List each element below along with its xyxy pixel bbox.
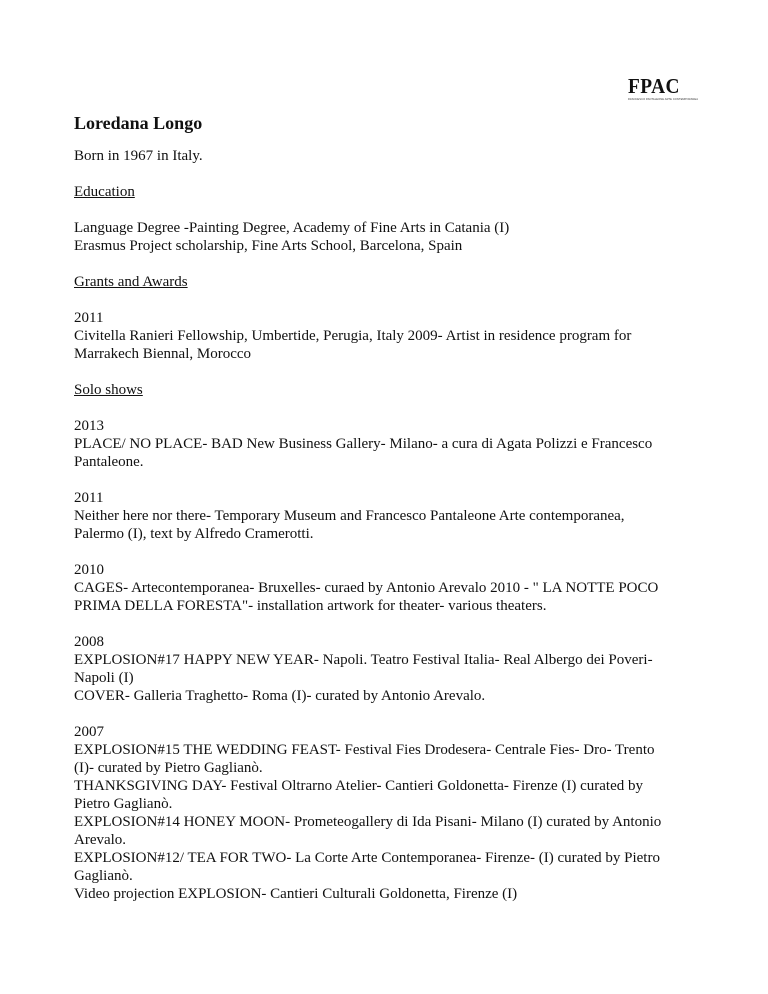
artist-name: Loredana Longo <box>74 113 203 133</box>
entry-line: Pantaleone. <box>74 454 144 470</box>
logo-mark: FPAC <box>628 74 680 98</box>
entry-line: PLACE/ NO PLACE- BAD New Business Gallery- Milano- a cura di Agata Polizzi e Francesco <box>74 436 653 452</box>
entry-line: Civitella Ranieri Fellowship, Umbertide, Perugia, Italy 2009- Artist in residence program for <box>74 328 632 344</box>
entry-line: CAGES- Artecontemporanea- Bruxelles- curaed by Antonio Arevalo 2010 - " LA NOTTE POCO <box>74 580 659 596</box>
education-item: Language Degree -Painting Degree, Academy of Fine Arts in Catania (I) <box>74 220 510 236</box>
entry-line: Arevalo. <box>74 832 127 848</box>
education-heading: Education <box>74 184 135 200</box>
entry-line: COVER- Galleria Traghetto- Roma (I)- curated by Antonio Arevalo. <box>74 688 486 704</box>
entry-line: Napoli (I) <box>74 670 134 686</box>
entry-line: THANKSGIVING DAY- Festival Oltrarno Atelier- Cantieri Goldonetta- Firenze (I) curated by <box>74 778 643 794</box>
entry-year: 2010 <box>74 562 104 578</box>
logo-tagline: FRANCESCO PANTALEONE ARTE CONTEMPORANEA <box>628 98 699 101</box>
entry-line: PRIMA DELLA FORESTA"- installation artwork for theater- various theaters. <box>74 598 547 614</box>
education-list <box>74 219 694 255</box>
entry-line: EXPLOSION#12/ TEA FOR TWO- La Corte Arte Contemporanea- Firenze- (I) curated by Pietro <box>74 850 660 866</box>
solo-show-entry <box>74 417 694 471</box>
education-item: Erasmus Project scholarship, Fine Arts School, Barcelona, Spain <box>74 238 463 254</box>
grants-heading: Grants and Awards <box>74 274 188 290</box>
entry-year: 2007 <box>74 724 104 740</box>
cv-document <box>74 112 694 921</box>
solo-shows-heading: Solo shows <box>74 382 143 398</box>
entry-year: 2013 <box>74 418 104 434</box>
entry-line: Palermo (I), text by Alfredo Cramerotti. <box>74 526 314 542</box>
solo-show-entry <box>74 633 694 705</box>
entry-line: EXPLOSION#14 HONEY MOON- Prometeogallery di Ida Pisani- Milano (I) curated by Antonio <box>74 814 662 830</box>
entry-line: EXPLOSION#17 HAPPY NEW YEAR- Napoli. Teatro Festival Italia- Real Albergo dei Poveri- <box>74 652 653 668</box>
entry-line: Gaglianò. <box>74 868 133 884</box>
entry-line: (I)- curated by Pietro Gaglianò. <box>74 760 263 776</box>
solo-show-entry <box>74 561 694 615</box>
birth-info: Born in 1967 in Italy. <box>74 148 203 164</box>
entry-line: EXPLOSION#15 THE WEDDING FEAST- Festival Fies Drodesera- Centrale Fies- Dro- Trento <box>74 742 655 758</box>
grants-entry <box>74 309 694 363</box>
entry-year: 2008 <box>74 634 104 650</box>
entry-line: Marrakech Biennal, Morocco <box>74 346 252 362</box>
entry-line: Video projection EXPLOSION- Cantieri Culturali Goldonetta, Firenze (I) <box>74 886 518 902</box>
entry-year: 2011 <box>74 310 104 326</box>
entry-line: Neither here nor there- Temporary Museum and Francesco Pantaleone Arte contemporanea, <box>74 508 625 524</box>
entry-year: 2011 <box>74 490 104 506</box>
entry-line: Pietro Gaglianò. <box>74 796 173 812</box>
solo-show-entry <box>74 489 694 543</box>
solo-show-entry <box>74 723 694 903</box>
fpac-logo <box>628 74 699 101</box>
